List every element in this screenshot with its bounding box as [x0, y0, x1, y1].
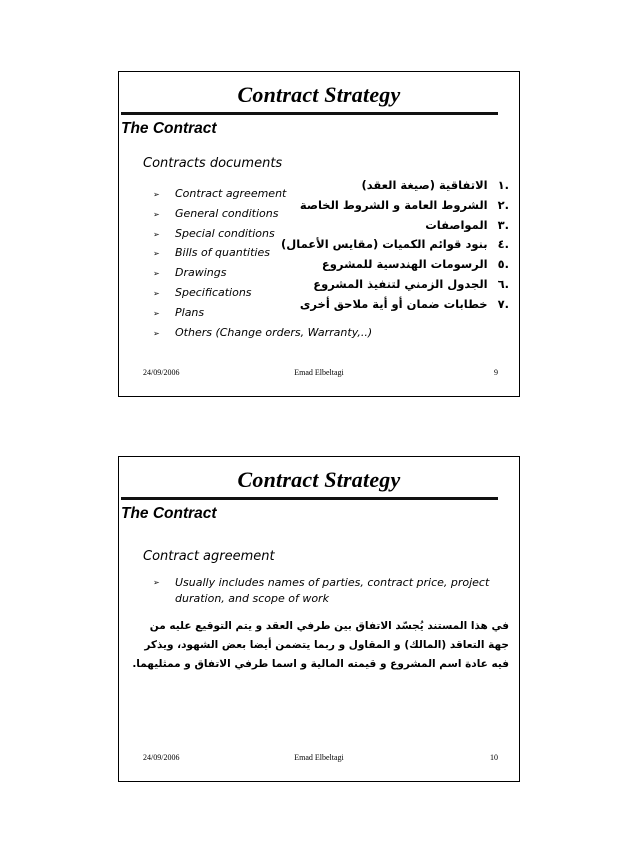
arabic-list-item: .٥الرسومات الهندسية للمشروع — [321, 257, 509, 272]
arrowhead-bullet-icon: ➢ — [153, 288, 160, 298]
bullet-paragraph: ➢ Usually includes names of parties, contract price, project duration, and scope of work — [153, 576, 490, 605]
slide-subtitle: The Contract — [121, 505, 217, 522]
list-item: ➢ Others (Change orders, Warranty,..) — [153, 323, 372, 343]
slide-footer — [119, 753, 519, 765]
arabic-list-item: .٦الجدول الزمني لتنفيذ المشروع — [313, 276, 509, 291]
list-item: ➢ Contract agreement — [153, 184, 372, 204]
arrowhead-bullet-icon: ➢ — [153, 249, 160, 259]
footer-page-number: 9 — [494, 368, 498, 377]
list-item: ➢ Special conditions — [153, 224, 372, 244]
arabic-documents-list — [281, 176, 509, 315]
arrowhead-bullet-icon: ➢ — [153, 269, 160, 279]
arrowhead-bullet-icon: ➢ — [153, 578, 160, 587]
slide-9 — [118, 71, 520, 397]
section-heading: Contracts documents — [143, 156, 283, 171]
arabic-paragraph: في هذا المستند يُجسّد الاتفاق بين طرفي العقد و يتم التوقيع عليه من جهة التعاقد (المالك) و المقاول و ربما يتضمن أيضا بعض الشهود، ويذكر فيه عادة اسم المشروع و قيمته المالية و اسما طرفي الاتفاق و ممثليهما. — [132, 620, 509, 670]
footer-page-number: 10 — [490, 753, 498, 762]
slide-title: Contract Strategy — [237, 82, 401, 107]
list-item: ➢ Drawings — [153, 263, 372, 283]
slide-title: Contract Strategy — [237, 467, 401, 492]
footer-author: Emad Elbeltagi — [294, 753, 344, 762]
footer-author: Emad Elbeltagi — [294, 368, 344, 377]
list-item: ➢ Specifications — [153, 283, 372, 303]
arrowhead-bullet-icon: ➢ — [153, 308, 160, 318]
arabic-list-item: .٢الشروط العامة و الشروط الخاصة — [299, 197, 509, 212]
arabic-list-item: .٤بنود قوائم الكميات (مقايس الأعمال) — [281, 237, 509, 252]
footer-date: 24/09/2006 — [143, 368, 180, 377]
title-divider — [121, 112, 498, 115]
arrowhead-bullet-icon: ➢ — [153, 328, 160, 338]
slide-10 — [118, 456, 520, 782]
footer-date: 24/09/2006 — [143, 753, 180, 762]
slide-footer — [119, 368, 519, 380]
list-item: ➢ Plans — [153, 303, 372, 323]
slide-subtitle: The Contract — [121, 120, 217, 137]
arabic-list-item: .٧خطابات ضمان أو أية ملاحق أخرى — [299, 296, 509, 311]
arrowhead-bullet-icon: ➢ — [153, 190, 160, 199]
arrowhead-bullet-icon: ➢ — [153, 229, 160, 239]
title-divider — [121, 497, 498, 500]
list-item: ➢ General conditions — [153, 204, 372, 224]
arabic-list-item: .٣المواصفات — [425, 217, 509, 232]
arrowhead-bullet-icon: ➢ — [153, 209, 160, 219]
arabic-list-item: .١الاتفاقية (صيغة العقد) — [361, 178, 509, 192]
list-item: ➢ Bills of quantities — [153, 243, 372, 263]
section-heading: Contract agreement — [143, 549, 275, 564]
